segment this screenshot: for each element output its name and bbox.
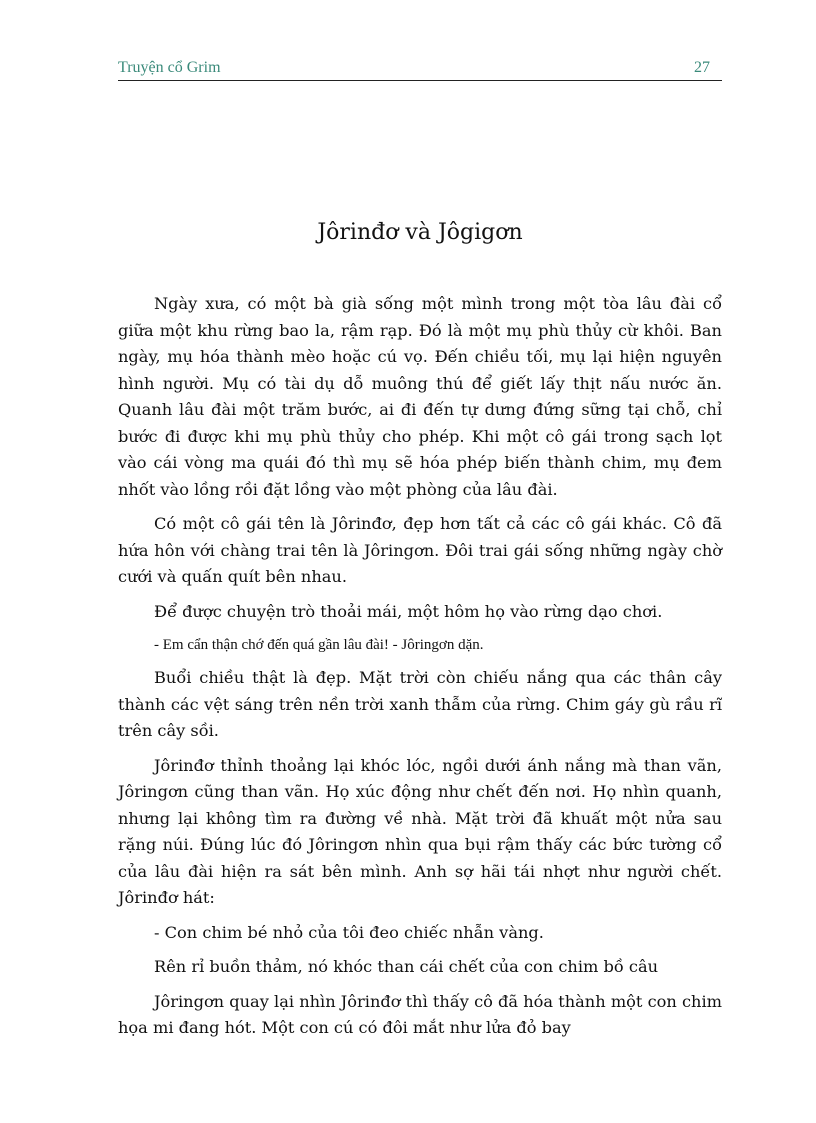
story-body [118, 291, 722, 1050]
paragraph: Ngày xưa, có một bà già sống một mình trong một tòa lâu đài cổ giữa một khu rừng bao la, rậm rạp. Đó là một mụ phù thủy cừ khôi. Ban ngày, mụ hóa thành mèo hoặc cú vọ. Đến chiều tối, mụ lại hiện nguyên hình người. Mụ có tài dụ dỗ muông thú để giết lấy thịt nấu nước ăn. Quanh lâu đài một trăm bước, ai đi đến tự dưng đứng sững tại chỗ, chỉ bước đi được khi mụ phù thủy cho phép. Khi một cô gái trong sạch lọt vào cái vòng ma quái đó thì mụ sẽ hóa phép biến thành chim, mụ đem nhốt vào lồng rồi đặt lồng vào một phòng của lâu đài. [118, 294, 722, 499]
paragraph: Jôrinđơ thỉnh thoảng lại khóc lóc, ngồi dưới ánh nắng mà than vãn, Jôringơn cũng than vãn. Họ xúc động như chết đến nơi. Họ nhìn quanh, nhưng lại không tìm ra đường về nhà. Mặt trời đã khuất một nửa sau rặng núi. Đúng lúc đó Jôringơn nhìn qua bụi rậm thấy các bức tường cổ của lâu đài hiện ra sát bên mình. Anh sợ hãi tái nhợt như người chết. Jôrinđơ hát: [118, 755, 722, 907]
paragraph: Buổi chiều thật là đẹp. Mặt trời còn chiếu nắng qua các thân cây thành các vệt sáng trên nền trời xanh thẫm của rừng. Chim gáy gù rầu rĩ trên cây sồi. [118, 668, 722, 740]
story-title: Jôrinđơ và Jôgigơn [317, 220, 523, 245]
paragraph: Rên rỉ buồn thảm, nó khóc than cái chết của con chim bồ câu [154, 957, 659, 976]
dialogue-line: - Em cẩn thận chớ đến quá gần lâu đài! - Jôringơn dặn. [154, 637, 484, 653]
paragraph: Có một cô gái tên là Jôrinđơ, đẹp hơn tất cả các cô gái khác. Cô đã hứa hôn với chàng trai tên là Jôringơn. Đôi trai gái sống những ngày chờ cưới và quấn quít bên nhau. [118, 514, 722, 586]
running-title: Truyện cổ Grim [118, 59, 221, 76]
paragraph: Jôringơn quay lại nhìn Jôrinđơ thì thấy cô đã hóa thành một con chim họa mi đang hót. Một con cú có đôi mắt như lửa đỏ bay [118, 991, 722, 1037]
dialogue-line: - Con chim bé nhỏ của tôi đeo chiếc nhẫn vàng. [154, 922, 544, 942]
paragraph: Để được chuyện trò thoải mái, một hôm họ vào rừng dạo chơi. [154, 601, 663, 621]
page-number: 27 [694, 59, 710, 76]
page-header [118, 58, 722, 81]
